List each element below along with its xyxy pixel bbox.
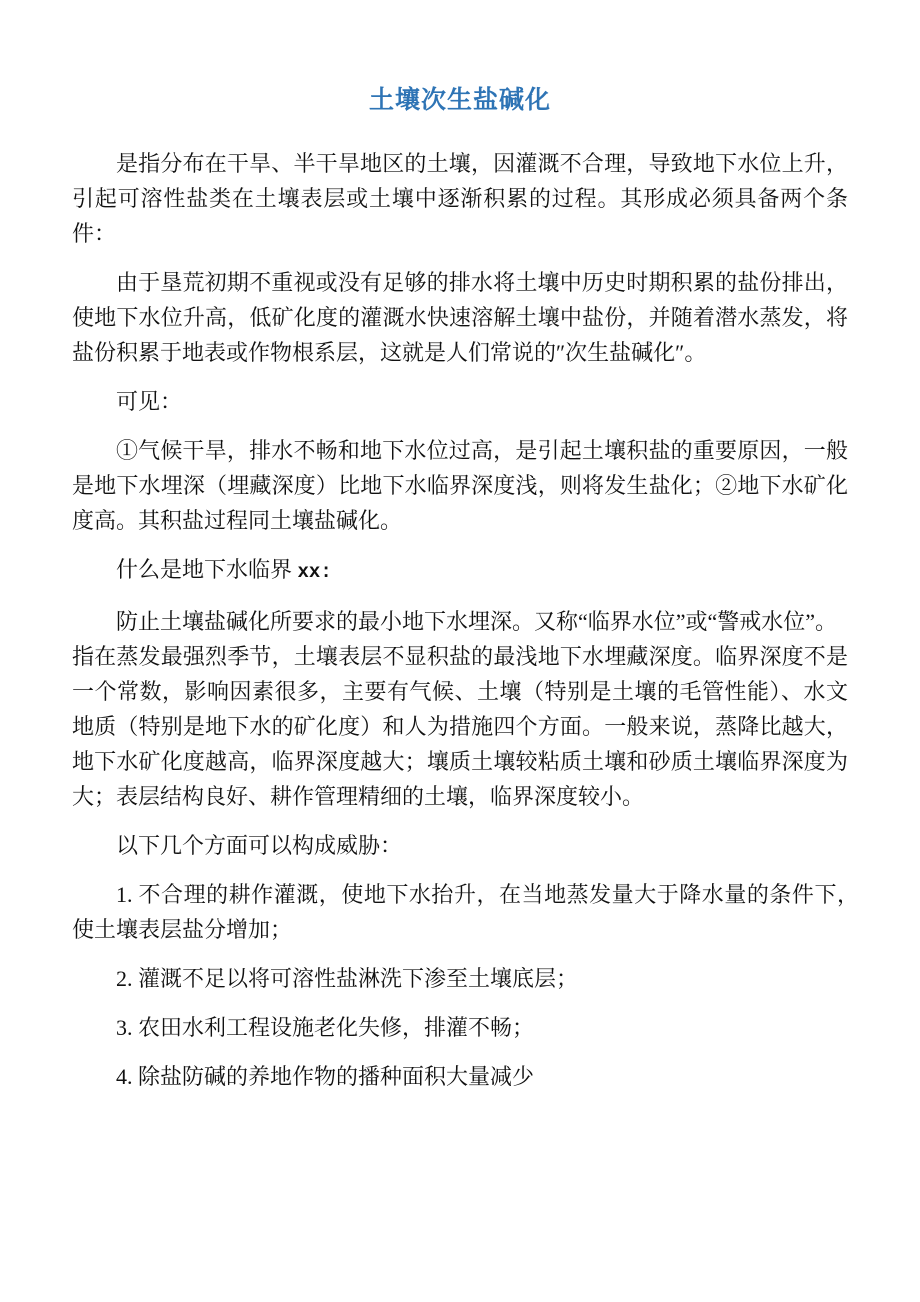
paragraph-conditions: ①气候干旱，排水不畅和地下水位过高，是引起土壤积盐的重要原因，一般是地下水埋深（埋藏深度）比地下水临界深度浅，则将发生盐化；②地下水矿化度高。其积盐过程同土壤盐碱化。 [72,438,848,533]
document-body [72,146,871,1094]
question-text: 什么是地下水临界 [116,557,298,582]
paragraph-threat-2: 2. 灌溉不足以将可溶性盐淋洗下渗至土壤底层； [116,966,579,991]
paragraph-cause: 由于垦荒初期不重视或没有足够的排水将土壤中历史时期积累的盐份排出，使地下水位升高，低矿化度的灌溉水快速溶解土壤中盐份，并随着潜水蒸发，将盐份积累于地表或作物根系层，这就是人们常说的″次生盐碱化″。 [72,270,848,365]
paragraph-kejian: 可见： [116,389,183,414]
paragraph-threat-3: 3. 农田水利工程设施老化失修，排灌不畅； [116,1015,535,1040]
paragraph-threat-1: 1. 不合理的耕作灌溉，使地下水抬升，在当地蒸发量大于降水量的条件下， 使土壤表层盐分增加； [72,882,871,942]
paragraph-critical-depth-def: 防止土壤盐碱化所要求的最小地下水埋深。又称“临界水位”或“警戒水位”。 [116,609,838,634]
paragraph-threats-intro: 以下几个方面可以构成威胁： [116,833,403,858]
paragraph-question [72,552,848,590]
paragraph-threat-4: 4. 除盐防碱的养地作物的播种面积大量减少 [116,1064,535,1089]
question-code-text: xx: [297,561,332,583]
paragraph-critical-depth-detail: 指在蒸发最强烈季节，土壤表层不显积盐的最浅地下水埋藏深度。临界深度不是一个常数，影响因素很多，主要有气候、土壤（特别是土壤的毛管性能）、水文地质（特别是地下水的矿化度）和人为措施四个方面。一般来说，蒸降比越大，地下水矿化度越高，临界深度越大；壤质土壤较粘质土壤和砂质土壤临界深度为大；表层结构良好、耕作管理精细的土壤，临界深度较小。 [72,644,848,809]
paragraph-definition: 是指分布在干旱、半干旱地区的土壤，因灌溉不合理，导致地下水位上升，引起可溶性盐类在土壤表层或土壤中逐渐积累的过程。其形成必须具备两个条件： [72,151,848,246]
page-title: 土壤次生盐碱化 [368,87,551,114]
